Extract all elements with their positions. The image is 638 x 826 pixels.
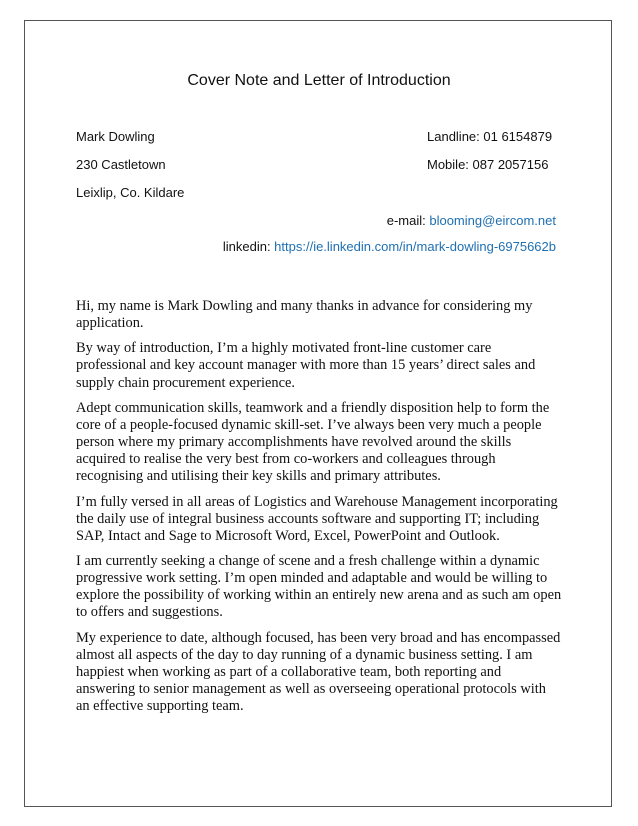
paragraph-greeting: Hi, my name is Mark Dowling and many thanks in advance for considering my application.: [76, 298, 533, 332]
linkedin-label: linkedin:: [222, 239, 275, 254]
paragraph-skills: Adept communication skills, teamwork and a friendly disposition help to form the core of a people-focused dynamic skill-set. I’ve always been very much a people person where my primary accomplishments have revolved around the skills acquired to realise the very best from co-workers and colleagues through recognising and utilising their key skills and primary attributes.: [76, 399, 550, 485]
mobile-number: Mobile: 087 2057156: [427, 157, 549, 172]
paragraph-experience: My experience to date, although focused, has been very broad and has encompassed almost all aspects of the day to day running of a dynamic business setting. I am happiest when working as part of a collaborative team, both reporting and answering to senior management as well as overseeing operational protocols with an effective supporting team.: [76, 629, 561, 714]
linkedin-line: [223, 239, 556, 254]
paragraph-seeking: I am currently seeking a change of scene and a fresh challenge within a dynamic progressive work setting. I’m open minded and adaptable and would be willing to explore the possibility of working within an entirely new arena and as such am open to offers and suggestions.: [76, 552, 562, 621]
paragraph-logistics: I’m fully versed in all areas of Logistics and Warehouse Management incorporating the daily use of integral business accounts software and supporting IT; including SAP, Intact and Sage to Microsoft Word, Excel, PowerPoint and Outlook.: [76, 493, 558, 544]
letter-body: [76, 298, 562, 723]
email-link[interactable]: blooming@eircom.net: [429, 213, 556, 228]
paragraph-introduction: By way of introduction, I’m a highly motivated front-line customer care professional and key account manager with more than 15 years’ direct sales and supply chain procurement experience.: [76, 340, 536, 391]
sender-name: Mark Dowling: [76, 129, 155, 144]
email-line: [387, 213, 556, 228]
linkedin-link[interactable]: https://ie.linkedin.com/in/mark-dowling-6975662b: [274, 239, 556, 254]
sender-address-line1: 230 Castletown: [76, 157, 166, 172]
sender-address-line2: Leixlip, Co. Kildare: [76, 185, 185, 200]
landline-number: Landline: 01 6154879: [427, 129, 553, 144]
document-title: Cover Note and Letter of Introduction: [187, 72, 451, 89]
email-label: e-mail:: [386, 213, 430, 228]
